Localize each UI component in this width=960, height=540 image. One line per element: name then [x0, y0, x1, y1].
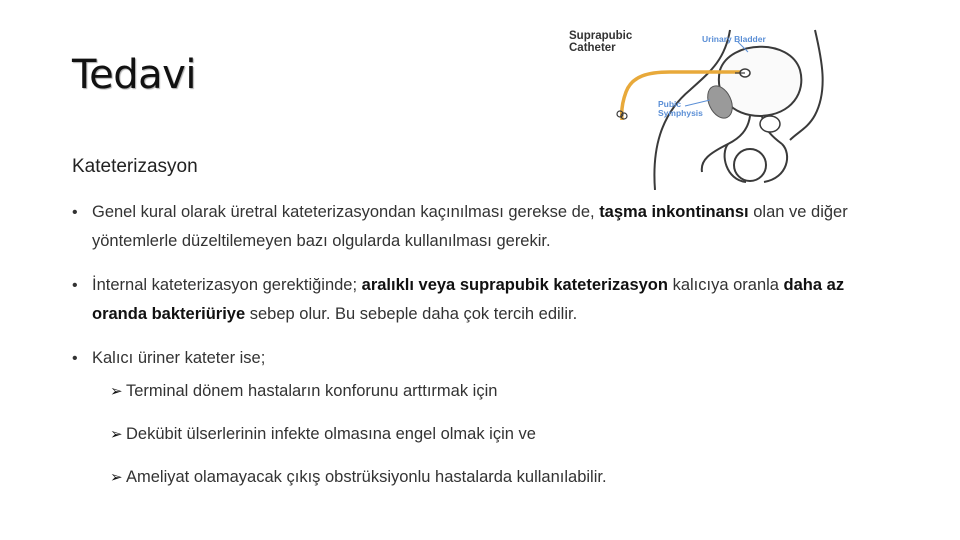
- arrow-bullet-icon: ➢: [110, 469, 123, 486]
- sub-bullet-list: [110, 380, 607, 509]
- catheter-label-line2: Catheter: [569, 42, 616, 54]
- bullet-glyph: •: [72, 204, 78, 221]
- symphysis-label-line2: Symphysis: [658, 108, 703, 118]
- sub-bullet-2-text: Dekübit ülserlerinin infekte olmasına engel olmak için ve: [126, 425, 536, 443]
- sub-bullet-3-text: Ameliyat olamayacak çıkış obstrüksiyonlu hastalarda kullanılabilir.: [126, 468, 607, 486]
- bullet-2-text: İnternal kateterizasyon gerektiğinde;: [92, 276, 362, 294]
- symphysis-label-line1: Pubic: [658, 99, 682, 109]
- suprapubic-catheter-illustration: [560, 20, 860, 190]
- section-subheading: Kateterizasyon: [72, 156, 198, 177]
- sub-bullet-1-text: Terminal dönem hastaların konforunu arttırmak için: [126, 382, 498, 400]
- bullet-1-emphasis: taşma inkontinansı: [599, 203, 749, 221]
- sub-bullet-item-1: [110, 380, 607, 403]
- sub-bullet-item-2: [110, 423, 607, 446]
- bullet-glyph: •: [72, 277, 78, 294]
- bullet-2-text-end: sebep olur. Bu sebeple daha çok tercih edilir.: [245, 305, 578, 323]
- bullet-item-1: [72, 198, 902, 256]
- catheter-label-line1: Suprapubic: [569, 30, 633, 42]
- bladder-label: Urinary Bladder: [702, 34, 766, 44]
- symphysis-label: [658, 100, 703, 118]
- bullet-2-emphasis-2: daha az oranda bakteriüriye: [92, 276, 845, 323]
- page-title: Tedavi: [72, 52, 196, 98]
- bullet-item-2: [72, 271, 902, 329]
- arrow-bullet-icon: ➢: [110, 383, 123, 400]
- scrotum-outline-right: [764, 144, 787, 182]
- bullet-item-3: [72, 344, 902, 373]
- bullet-2-text-mid: kalıcıya oranla: [667, 276, 784, 294]
- prostate-shape: [760, 116, 780, 132]
- testis-shape: [734, 149, 766, 181]
- bullet-1-text-end: olan ve diğer yöntemlerle düzeltilemeyen bazı olgularda kullanılması gerekir.: [92, 203, 848, 250]
- arrow-bullet-icon: ➢: [110, 426, 123, 443]
- bullet-3-text: Kalıcı üriner kateter ise;: [92, 349, 266, 367]
- bullet-list: [72, 198, 902, 388]
- bullet-2-emphasis: aralıklı veya suprapubik kateterizasyon: [361, 276, 668, 294]
- sub-bullet-item-3: [110, 466, 607, 489]
- bullet-1-text: Genel kural olarak üretral kateterizasyondan kaçınılması gerekse de,: [92, 203, 600, 221]
- catheter-label: [569, 30, 632, 54]
- bullet-glyph: •: [72, 350, 78, 367]
